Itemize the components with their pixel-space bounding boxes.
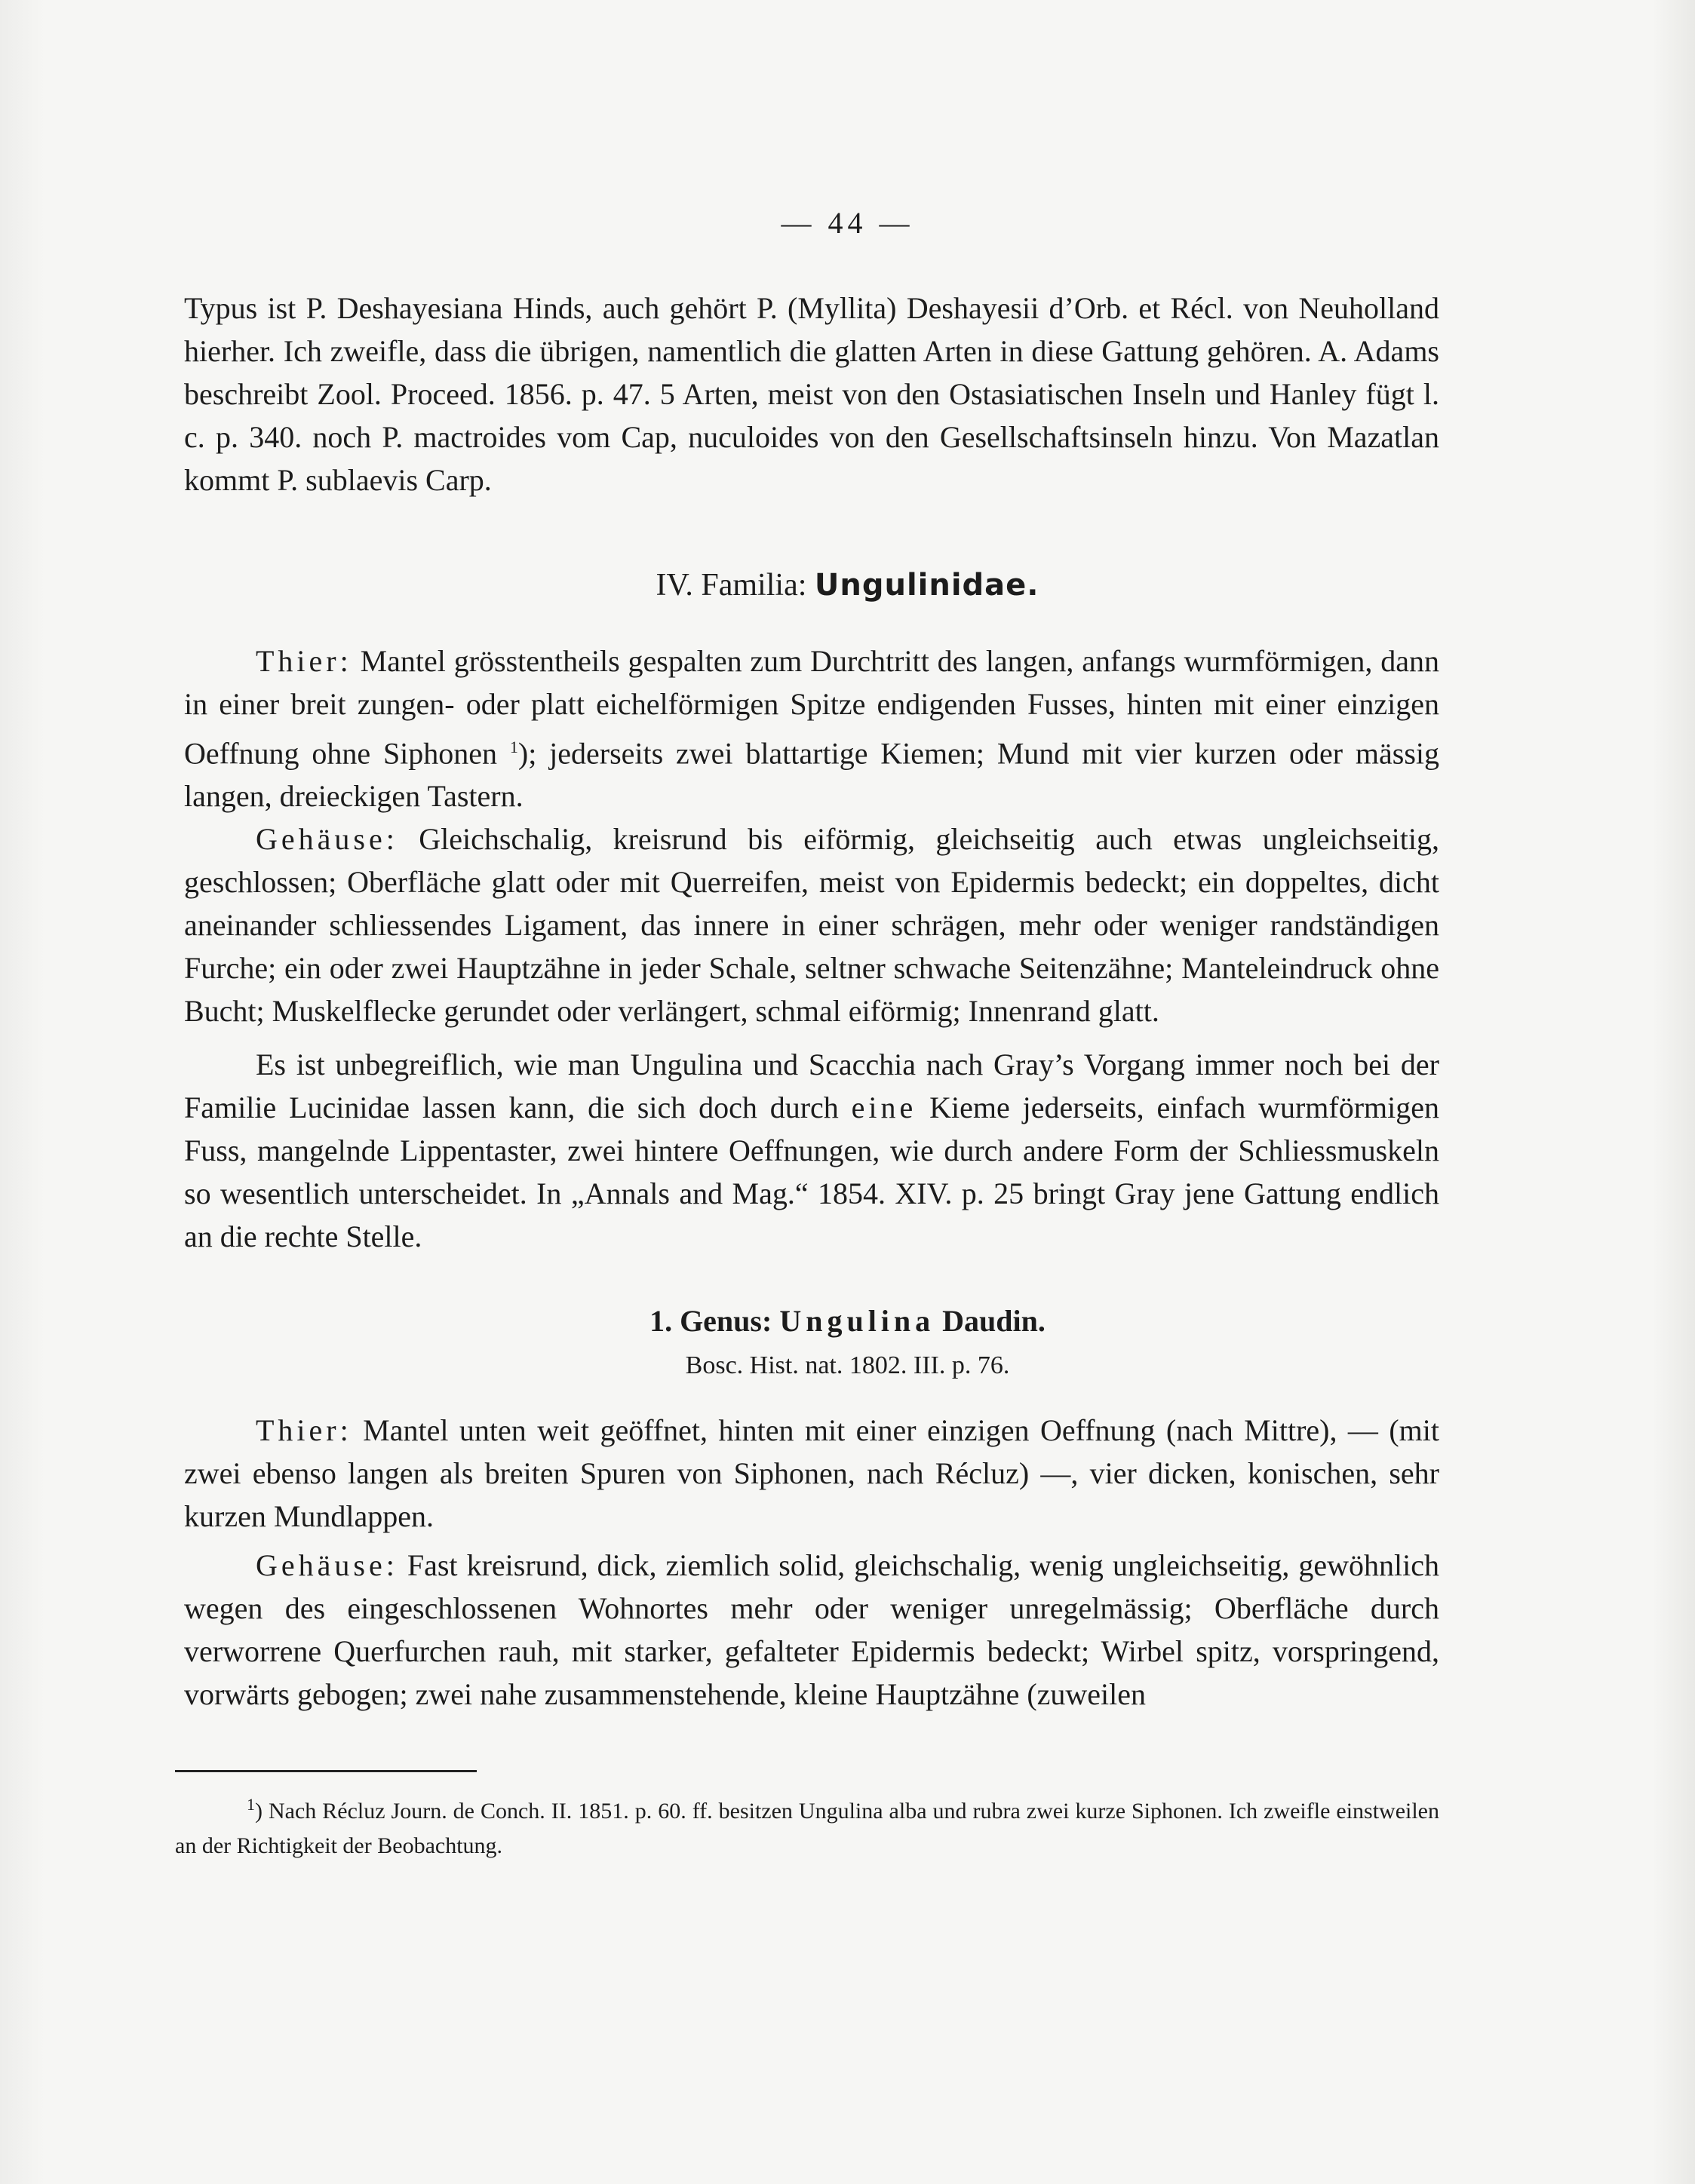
genus-heading-author: Daudin. bbox=[942, 1304, 1046, 1338]
family-heading bbox=[0, 567, 1695, 603]
genus-gehaeuse-label: Gehäuse: bbox=[256, 1548, 398, 1582]
family-gehaeuse-text: Gleichschalig, kreisrund bis eiförmig, gleichseitig auch etwas ungleichseitig, geschlossen; Oberfläche glatt oder mit Querreifen, meist von Epidermis bedeckt; ein doppeltes, dicht aneinander schliessendes Ligament, das innere in einer schrägen, mehr oder weniger randständigen Furche; ein oder zwei Hauptzähne in jeder Schale, seltner schwache Seitenzähne; Manteleindruck ohne Bucht; Muskelflecke gerundet oder verlängert, schmal eiförmig; Innenrand glatt. bbox=[184, 822, 1440, 1029]
family-heading-prefix: IV. Familia: bbox=[656, 568, 807, 603]
footnote-paragraph bbox=[175, 1787, 1439, 1863]
genus-gehaeuse-text: Fast kreisrund, dick, ziemlich solid, gleichschalig, wenig ungleichseitig, gewöhnlich wegen des eingeschlossenen Wohnortes mehr oder weniger unregelmässig; Oberfläche durch verworrene Querfurchen rauh, mit starker, gefalteter Epidermis bedeckt; Wirbel spitz, vorspringend, vorwärts gebogen; zwei nahe zusammenstehende, kleine Hauptzähne (zuweilen bbox=[184, 1548, 1440, 1711]
genus-thier-paragraph bbox=[184, 1409, 1439, 1538]
footnote-mark: 1 bbox=[247, 1795, 255, 1814]
family-thier-text-b: ; jederseits zwei blattartige Kiemen; Mund mit vier kurzen oder mässig langen, dreieckigen Tastern. bbox=[184, 736, 1439, 814]
genus-thier-text: Mantel unten weit geöffnet, hinten mit einer einzigen Oeffnung (nach Mittre), — (mit zwei ebenso langen als breiten Spuren von Siphonen, nach Récluz) —, vier dicken, konischen, sehr kurzen Mundlappen. bbox=[184, 1413, 1440, 1533]
footnote-text: ) Nach Récluz Journ. de Conch. II. 1851. p. 60. ff. besitzen Ungulina alba und rubra zwei kurze Siphonen. Ich zweifle einstweilen an der Richtigkeit der Beobachtung. bbox=[175, 1799, 1439, 1858]
intro-paragraph: Typus ist P. Deshayesiana Hinds, auch gehört P. (Myllita) Deshayesii d’Orb. et Récl. von Neuholland hierher. Ich zweifle, dass die übrigen, namentlich die glatten Arten in diese Gattung gehören. A. Adams beschreibt Zool. Proceed. 1856. p. 47. 5 Arten, meist von den Ostasiatischen Inseln und Hanley fügt l. c. p. 340. noch P. mactroides vom Cap, nuculoides von den Gesellschaftsinseln hinzu. Von Mazatlan kommt P. sublaevis Carp. bbox=[184, 291, 1439, 497]
family-thier-paragraph: Thier: Mantel grösstentheils gespalten zum Durchtritt des langen, anfangs wurmförmigen, dann in einer breit zungen- oder platt eichelförmigen Spitze endigenden Fusses, hinten mit einer einzigen Oeffnung ohne Siphonen $^1$); jederseits zwei blattartige Kiemen; Mund mit vier kurzen oder mässig langen, dreieckigen Tastern. bbox=[184, 644, 1440, 814]
family-thier-label: Thier: bbox=[256, 644, 352, 678]
footnote-divider bbox=[175, 1770, 477, 1772]
genus-heading-name: Ungulina bbox=[779, 1304, 935, 1338]
family-heading-name: Ungulinidae. bbox=[814, 568, 1039, 603]
genus-thier-label: Thier: bbox=[256, 1413, 352, 1447]
footnote-reference: 1 bbox=[509, 738, 518, 756]
genus-heading bbox=[0, 1303, 1695, 1339]
family-thier-text-a: Mantel grösstentheils gespalten zum Durchtritt des langen, anfangs wurmförmigen, dann in einer breit zungen- oder platt eichelförmigen Spitze endigenden Fusses, hinten mit einer einzigen Oeffnung ohne Siphonen bbox=[184, 644, 1440, 771]
family-remark-a: Es ist unbegreiflich, wie man Ungulina und Scacchia nach Gray’s Vorgang immer noch bei der Familie Lucinidae lassen kann, die sich doch durch bbox=[184, 1048, 1439, 1125]
family-gehaeuse-label: Gehäuse: bbox=[256, 822, 398, 857]
genus-gehaeuse-paragraph bbox=[184, 1544, 1439, 1716]
family-remark-b: Kieme jederseits, einfach wurmförmigen Fuss, mangelnde Lippentaster, zwei hintere Oeffnungen, wie durch andere Form der Schliessmuskeln so wesentlich unterscheidet. In „Annals and Mag.“ 1854. XIV. p. 25 bringt Gray jene Gattung endlich an die rechte Stelle. bbox=[184, 1090, 1440, 1254]
genus-heading-prefix: 1. Genus: bbox=[649, 1304, 772, 1338]
family-gehaeuse-paragraph bbox=[184, 817, 1439, 1032]
family-description bbox=[184, 640, 1439, 1258]
genus-reference: Bosc. Hist. nat. 1802. III. p. 76. bbox=[685, 1351, 1010, 1379]
family-remark-emphasis: eine bbox=[851, 1090, 917, 1125]
genus-description bbox=[184, 1409, 1439, 1716]
family-remark-paragraph bbox=[184, 1043, 1439, 1258]
page-number: — 44 — bbox=[781, 206, 914, 240]
footnote bbox=[175, 1787, 1439, 1863]
